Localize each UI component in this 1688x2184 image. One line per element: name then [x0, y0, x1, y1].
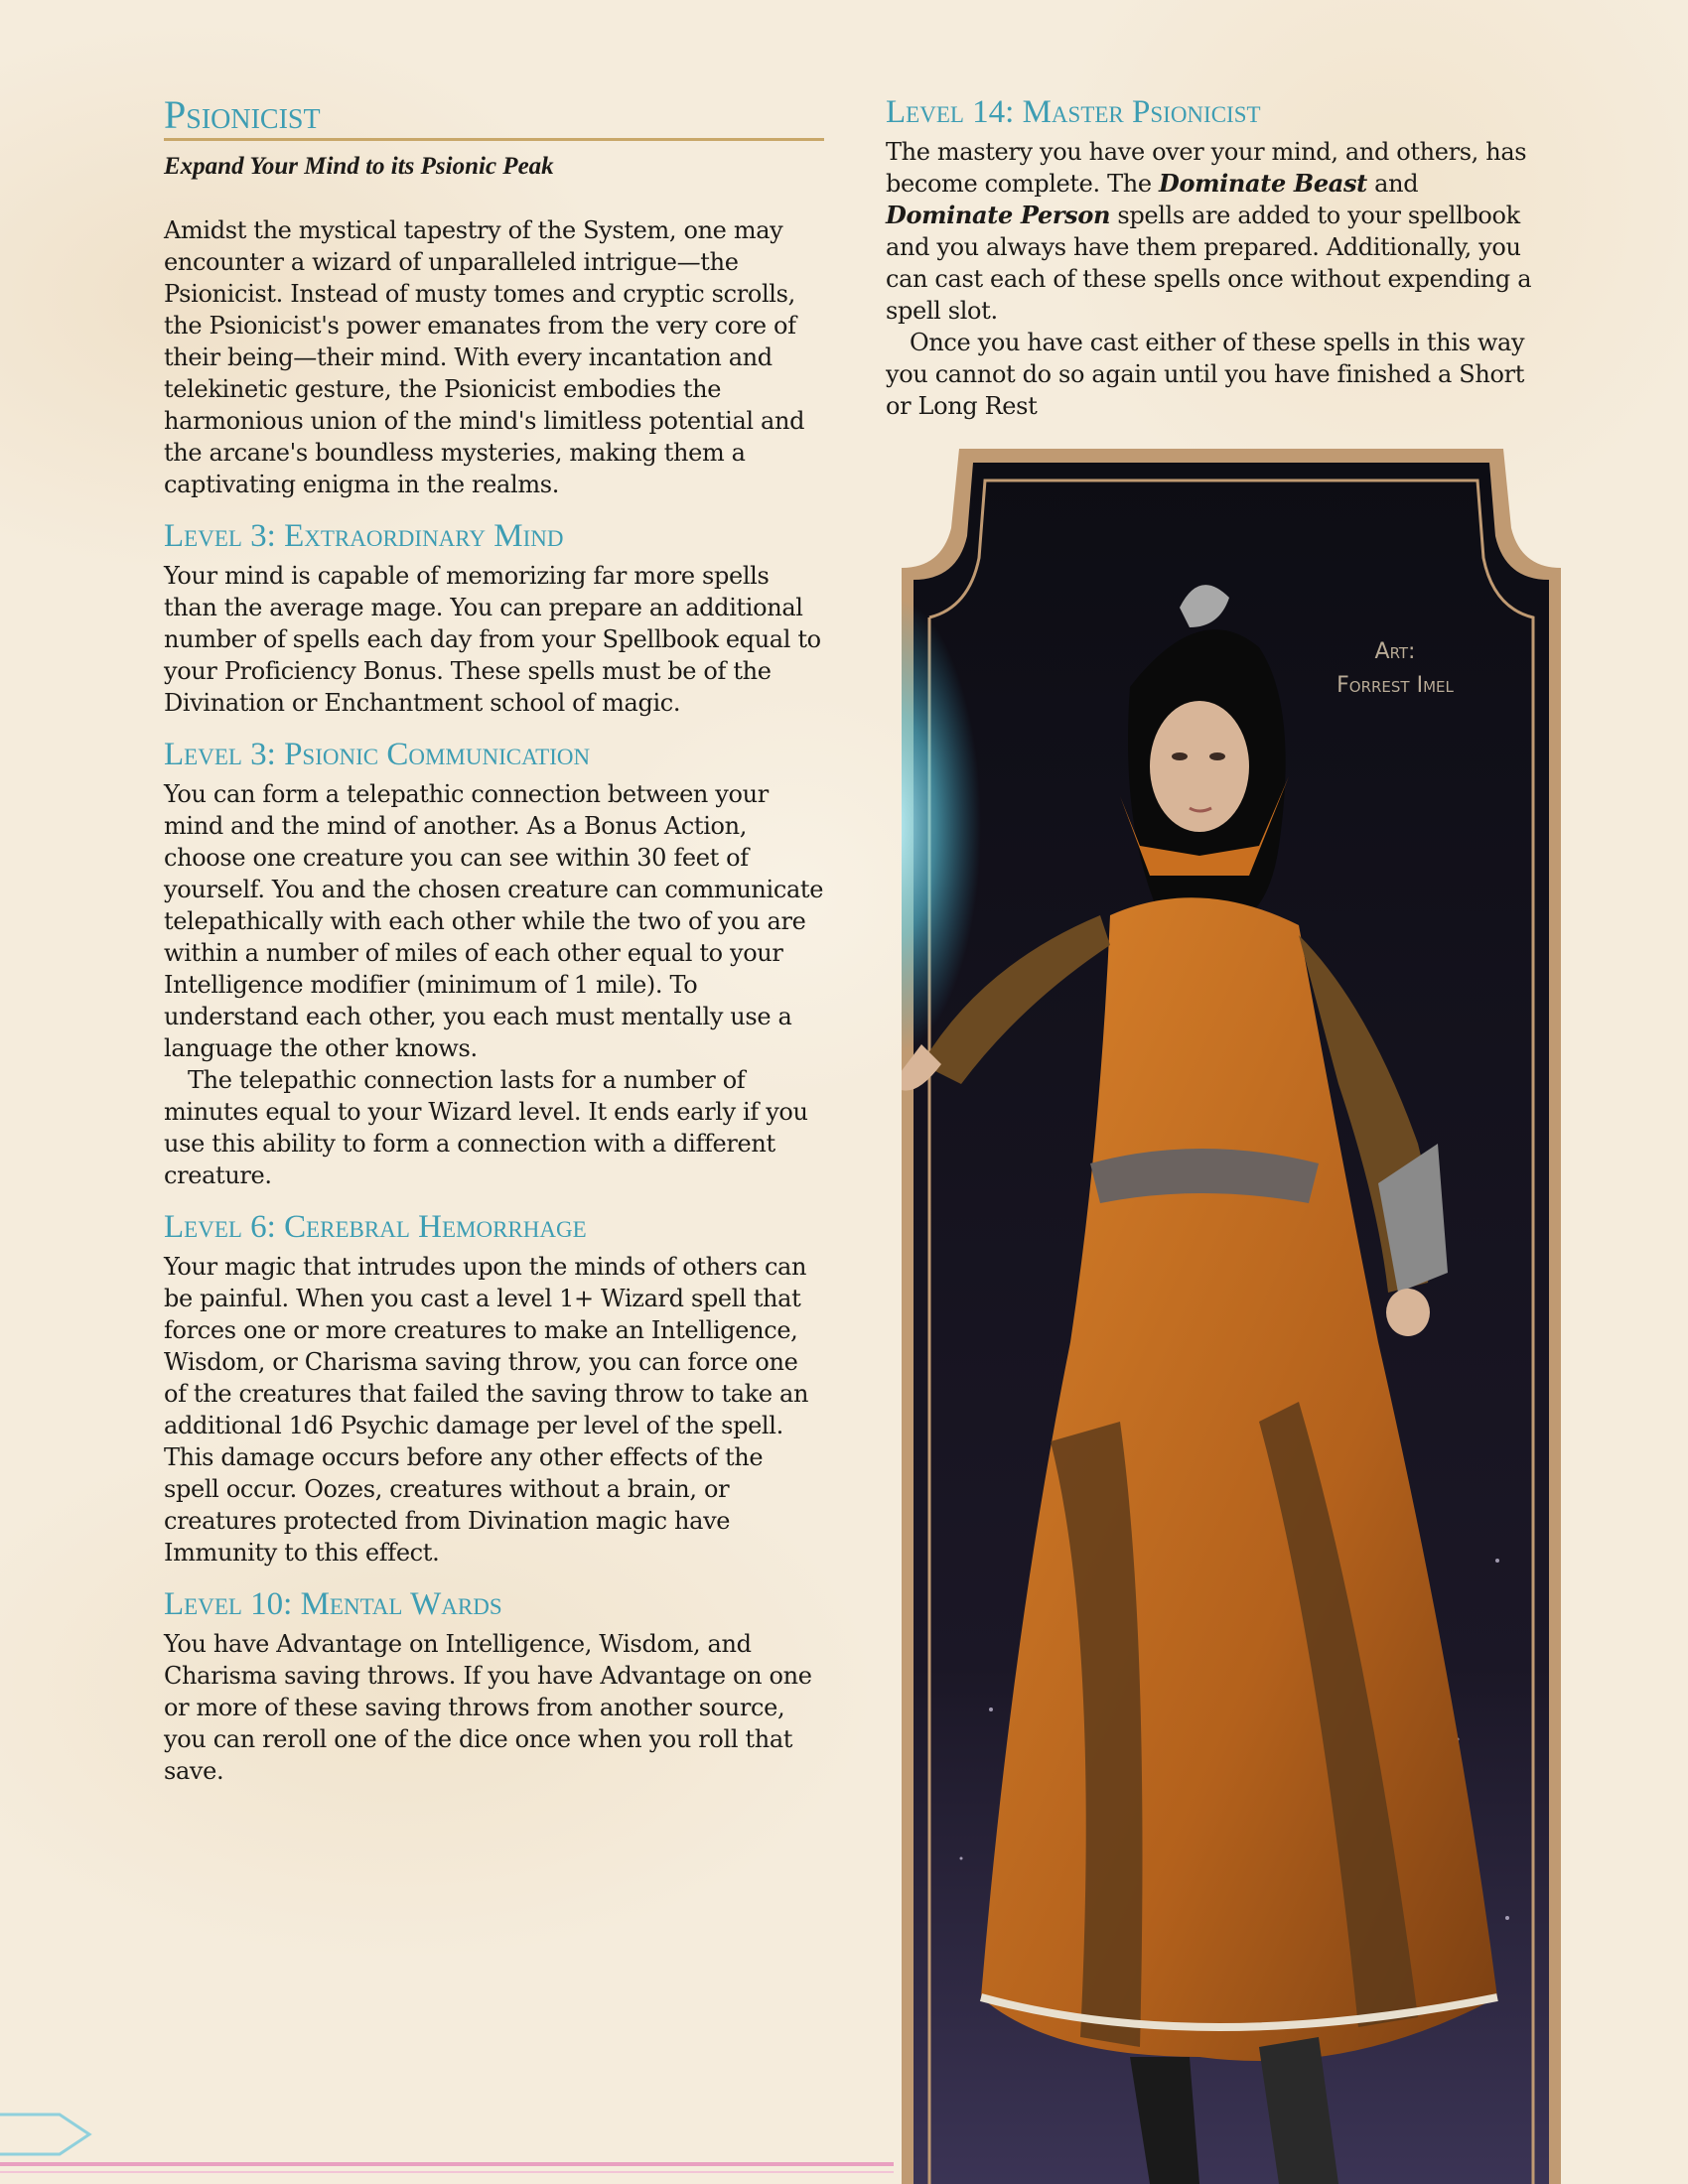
- text-psionic-communication: You can form a telepathic connection between your mind and the mind of another. As a Bonus Action, choose one creature you can see within 30 feet of yourself. You and the chosen creature can communicate telepathically with each other while the two of you are within a number of miles of each other equal to your Intelligence modifier (minimum of 1 mile). To understand each other, you each must mentally use a language the other knows.: [164, 780, 824, 1062]
- heading-cerebral-hemorrhage: Level 6: Cerebral Hemorrhage: [164, 1209, 587, 1245]
- text-master-psionicist-2: Once you have cast either of these spells in this way you cannot do so again until you have finished a Short or Long Rest: [886, 329, 1525, 420]
- intro-paragraph: Amidst the mystical tapestry of the System, one may encounter a wizard of unparalleled intrigue—the Psionicist. Instead of musty tomes and cryptic scrolls, the Psionicist's power emanates from the very core of their being—their mind. With every incantation and telekinetic gesture, the Psionicist embodies the harmonious union of the mind's limitless potential and the arcane's boundless mysteries, making them a captivating enigma in the realms.: [164, 216, 805, 498]
- text-master-c: spells are added to your spellbook and you always have them prepared. Additionally, you can cast each of these spells once without expending a spell slot.: [886, 202, 1532, 325]
- right-column: [886, 94, 1551, 422]
- art-credit-artist: Forrest Imel: [1336, 673, 1454, 698]
- footer-decoration: [0, 2085, 914, 2184]
- text-extraordinary-mind: Your mind is capable of memorizing far more spells than the average mage. You can prepare an additional number of spells each day from your Spellbook equal to your Proficiency Bonus. These spells must be of the Divination or Enchantment school of magic.: [164, 562, 821, 717]
- left-column: [164, 94, 824, 1787]
- art-credit: [1281, 635, 1509, 703]
- text-cerebral-hemorrhage: Your magic that intrudes upon the minds of others can be painful. When you cast a level 1+ Wizard spell that forces one or more creatures to make an Intelligence, Wisdom, or Charisma saving throw, you can force one of the creatures that failed the saving throw to take an additional 1d6 Psychic damage per level of the spell. This damage occurs before any other effects of the spell occur. Oozes, creatures without a brain, or creatures protected from Divination magic have Immunity to this effect.: [164, 1253, 809, 1567]
- art-credit-label: Art:: [1374, 639, 1416, 664]
- text-psionic-communication-2: The telepathic connection lasts for a number of minutes equal to your Wizard level. It ends early if you use this ability to form a connection with a different creature.: [164, 1066, 808, 1189]
- page-title: Psionicist: [164, 94, 824, 141]
- text-master-a: The mastery you have over your mind, and others, has become complete. The: [886, 138, 1527, 198]
- heading-master-psionicist: Level 14: Master Psionicist: [886, 94, 1261, 130]
- artwork-frame: [902, 449, 1561, 2184]
- heading-mental-wards: Level 10: Mental Wards: [164, 1586, 502, 1622]
- text-master-psionicist: [886, 136, 1551, 327]
- text-master-b: and: [1366, 170, 1419, 198]
- spell-dominate-person: Dominate Person: [886, 201, 1111, 229]
- psionicist-illustration: [902, 449, 1561, 2184]
- spell-dominate-beast: Dominate Beast: [1159, 169, 1367, 198]
- heading-extraordinary-mind: Level 3: Extraordinary Mind: [164, 518, 564, 554]
- page-subtitle: Expand Your Mind to its Psionic Peak: [164, 153, 554, 180]
- heading-psionic-communication: Level 3: Psionic Communication: [164, 737, 591, 772]
- text-mental-wards: You have Advantage on Intelligence, Wisdom, and Charisma saving throws. If you have Advantage on one or more of these saving throws from another source, you can reroll one of the dice once when you roll that save.: [164, 1630, 812, 1785]
